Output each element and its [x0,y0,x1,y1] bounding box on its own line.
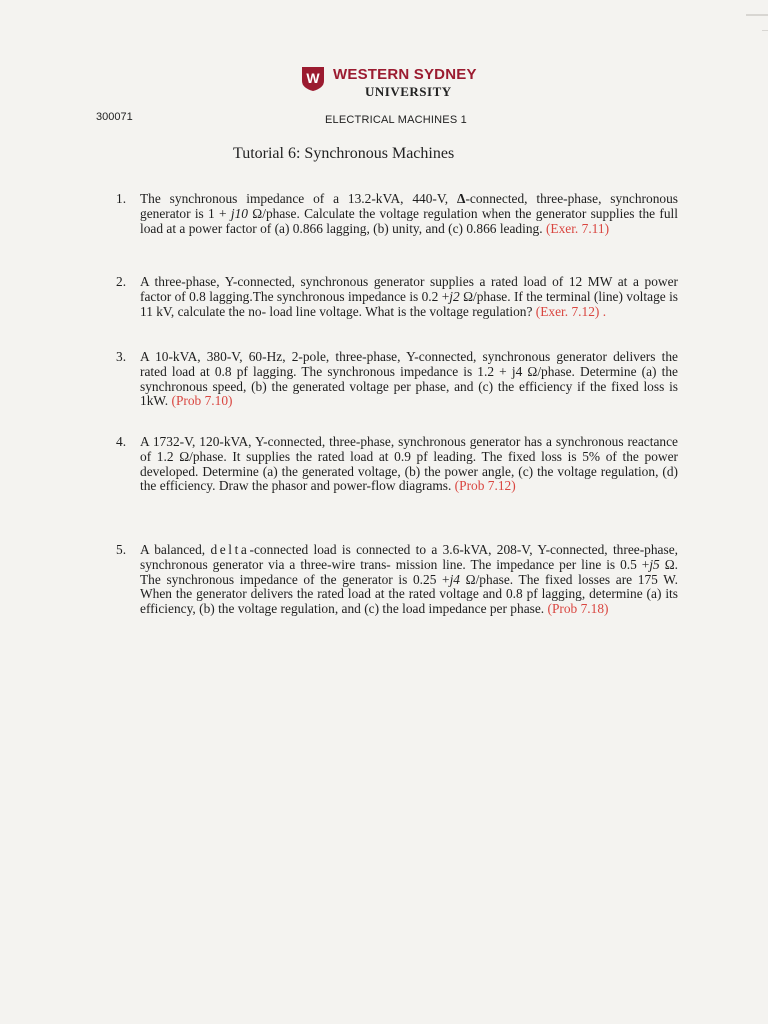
question-text: A three-phase, Y-connected, synchronous generator supplies a rated load of 12 MW at a power factor of 0.8 lagging.The synchronous impedance is 0.2 +j2 Ω/phase. If the terminal (line) voltage is 11 kV, calculate the no- load line voltage. What is the voltage regulation? (Exer. 7.12) . [140,274,678,319]
question-number: 4. [116,434,127,449]
university-name: WESTERN SYDNEY [333,66,477,83]
question-number: 3. [116,349,127,364]
question-4 [116,435,678,494]
question-number: 5. [116,542,127,557]
university-subtitle: UNIVERSITY [365,84,452,99]
question-text: The synchronous impedance of a 13.2-kVA, 440-V, Δ-connected, three-phase, synchronous generator is 1 + j10 Ω/phase. Calculate the voltage regulation when the generator supplies the full load at a power factor of (a) 0.866 lagging, (b) unity, and (c) 0.866 leading. (Exer. 7.11) [140,191,678,236]
exercise-reference: (Exer. 7.11) [545,220,610,236]
question-number: 2. [116,274,127,289]
page-title: Tutorial 6: Synchronous Machines [233,145,455,162]
scan-mark [746,14,768,16]
question-5 [116,543,678,617]
question-2 [116,275,678,319]
shield-icon [301,66,325,92]
university-logo [301,66,477,99]
logo-letter: W [306,70,320,86]
unit-code: 300071 [96,111,133,123]
problem-reference: (Prob 7.12) [454,478,516,494]
question-text: A 10-kVA, 380-V, 60-Hz, 2-pole, three-phase, Y-connected, synchronous generator delivers the rated load at 0.8 pf lagging. The synchronous impedance is 1.2 + j4 Ω/phase. Determine (a) the synchronous speed, (b) the generated voltage per phase, and (c) the efficiency if the fixed loss is 1kW. (Prob 7.10) [140,349,678,409]
question-text: A 1732-V, 120-kVA, Y-connected, three-phase, synchronous generator has a synchronous reactance of 1.2 Ω/phase. It supplies the rated load at 0.9 pf leading. The fixed loss is 5% of the power developed. Determine (a) the generated voltage, (b) the power angle, (c) the voltage regulation, (d) the efficiency. Draw the phasor and power-flow diagrams. (Prob 7.12) [140,434,678,494]
unit-name: ELECTRICAL MACHINES 1 [325,114,467,126]
scan-mark [762,30,768,31]
question-1 [116,192,678,236]
question-text: A balanced, delta-connected load is connected to a 3.6-kVA, 208-V, Y-connected, three-phase, synchronous generator via a three-wire trans- mission line. The impedance per line is 0.5 +j5 Ω. The synchronous impedance of the generator is 0.25 +j4 Ω/phase. The fixed losses are 175 W. When the generator delivers the rated load at the rated voltage and 0.8 pf lagging, determine (a) its efficiency, (b) the voltage regulation, and (c) the load impedance per phase. (Prob 7.18) [140,542,678,617]
question-number: 1. [116,191,127,206]
problem-reference: (Prob 7.18) [547,601,609,617]
problem-reference: (Prob 7.10) [171,393,233,409]
exercise-reference: (Exer. 7.12) [535,303,600,319]
question-3 [116,350,678,409]
